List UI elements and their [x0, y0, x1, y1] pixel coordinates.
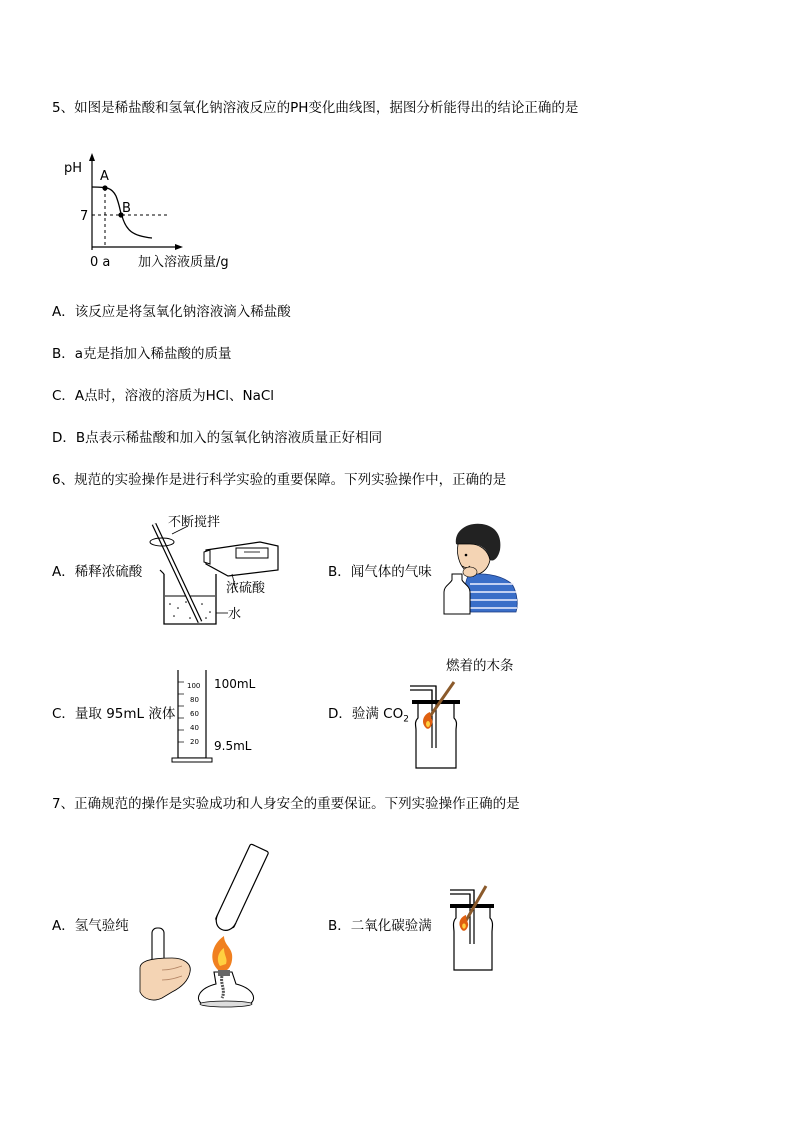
label-9-5ml: 9.5mL — [214, 739, 252, 753]
graph-y-tick-7: 7 — [80, 209, 89, 224]
q6-stem: 6、规范的实验操作是进行科学实验的重要保障。下列实验操作中，正确的是 — [52, 472, 507, 488]
co2-test-bottle-d — [404, 678, 474, 773]
graph-point-b-label: B — [122, 201, 131, 216]
label-100ml: 100mL — [214, 677, 256, 691]
graph-point-a-label: A — [100, 169, 109, 184]
q7-stem: 7、正确规范的操作是实验成功和人身安全的重要保证。下列实验操作正确的是 — [52, 796, 520, 812]
q6-option-b[interactable]: B．闻气体的气味 — [328, 564, 432, 580]
q7-option-b[interactable]: B．二氧化碳验满 — [328, 918, 432, 934]
q5-option-d[interactable]: D．B点表示稀盐酸和加入的氢氧化钠溶液质量正好相同 — [52, 430, 383, 446]
q6-option-d-sub: 2 — [403, 714, 409, 725]
q5-option-a[interactable]: A．该反应是将氢氧化钠溶液滴入稀盐酸 — [52, 304, 291, 320]
graduated-cylinder — [170, 664, 280, 764]
q6-option-d-text: D．验满 CO — [328, 706, 404, 722]
cylinder-tick-40: 40 — [190, 724, 199, 732]
q7-option-a[interactable]: A．氢气验纯 — [52, 918, 129, 934]
graph-x-label: 加入溶液质量/g — [138, 255, 229, 270]
hydrogen-purity-test-illustration — [132, 842, 282, 1012]
q5-stem: 5、如图是稀盐酸和氢氧化钠溶液反应的PH变化曲线图，据图分析能得出的结论正确的是 — [52, 100, 579, 116]
label-burning-stick: 燃着的木条 — [446, 658, 514, 674]
q6-option-c[interactable]: C．量取 95mL 液体 — [52, 706, 176, 722]
cylinder-tick-20: 20 — [190, 738, 199, 746]
cylinder-tick-60: 60 — [190, 710, 199, 718]
graph-origin-label: 0 a — [90, 255, 111, 270]
point-a-marker — [102, 185, 107, 190]
q6-option-a[interactable]: A．稀释浓硫酸 — [52, 564, 143, 580]
cylinder-tick-80: 80 — [190, 696, 199, 704]
smell-gas-illustration — [440, 522, 520, 617]
co2-test-bottle-b — [444, 884, 504, 974]
graph-y-label: pH — [64, 161, 83, 176]
label-stir: 不断搅拌 — [168, 515, 221, 530]
dilute-acid-illustration — [140, 512, 300, 632]
label-conc-acid: 浓硫酸 — [226, 581, 266, 596]
label-water: 水 — [228, 607, 242, 622]
q5-option-c[interactable]: C．A点时，溶液的溶质为HCl、NaCl — [52, 388, 275, 404]
q6-option-d[interactable] — [328, 706, 409, 728]
ph-curve-graph — [60, 150, 260, 270]
cylinder-tick-100: 100 — [187, 682, 201, 690]
q5-option-b[interactable]: B．a克是指加入稀盐酸的质量 — [52, 346, 232, 362]
